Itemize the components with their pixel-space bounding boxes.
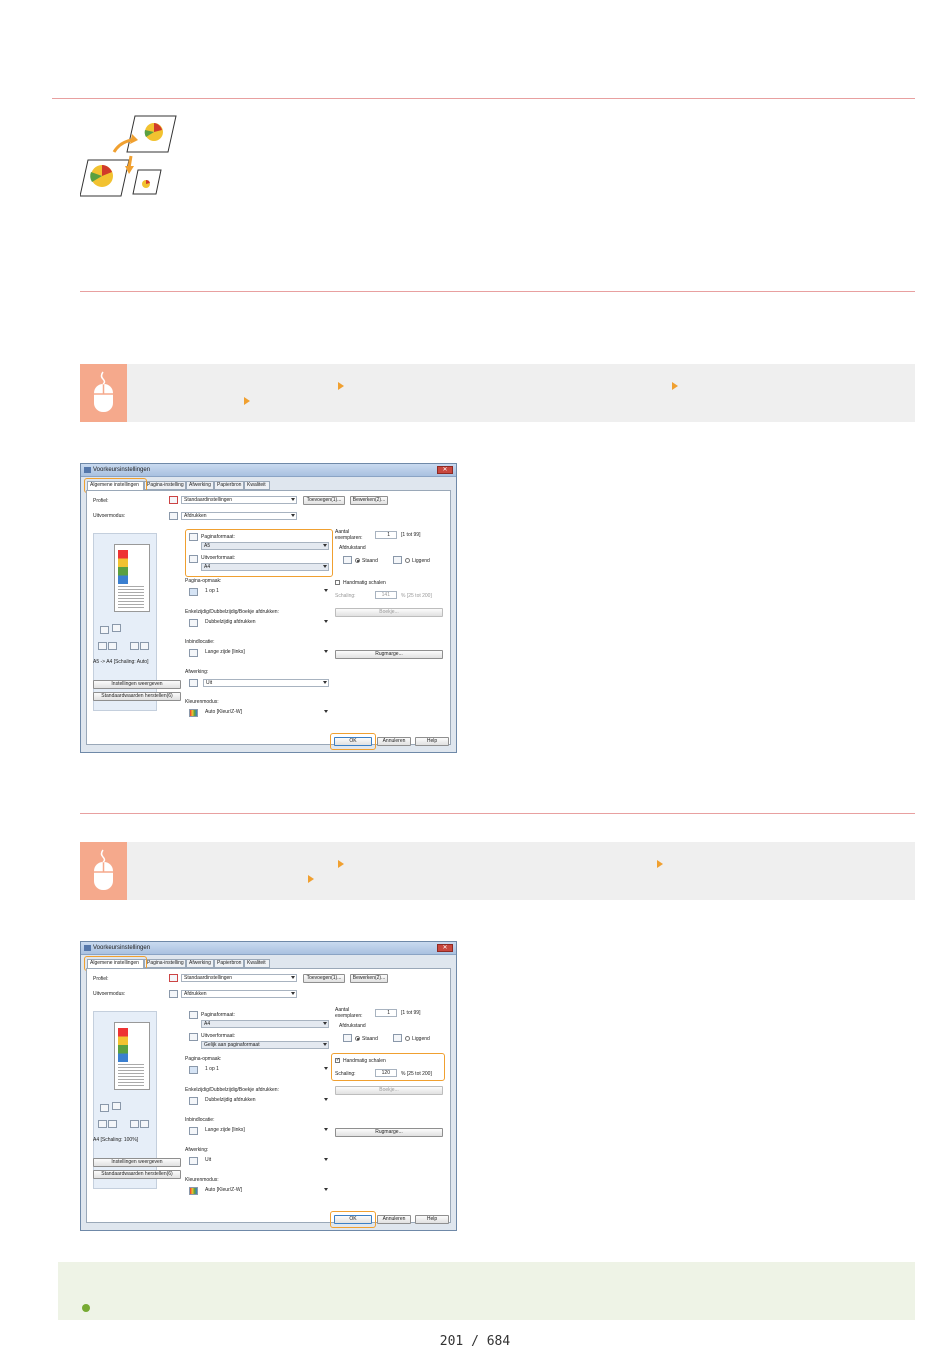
output-mode-select[interactable]: Afdrukken (181, 512, 297, 520)
add-profile-button[interactable]: Toevoegen(1)... (303, 496, 345, 505)
general-settings-panel (86, 490, 451, 745)
printer-preferences-dialog-2 (80, 941, 457, 1231)
duplex-select[interactable]: Dubbelzijdig afdrukken (203, 1097, 329, 1105)
view-settings-button[interactable]: Instellingen weergeven (93, 680, 181, 689)
print-icon (169, 990, 178, 998)
step-arrow-icon (338, 382, 344, 390)
cancel-button[interactable]: Annuleren (377, 737, 411, 746)
page-layout-label: Pagina-opmaak: (185, 578, 222, 584)
copies-spinner[interactable]: 1 (375, 1009, 397, 1017)
duplex-icon (189, 619, 198, 627)
page-size-select[interactable]: A4 (201, 1020, 329, 1028)
scaling-spinner[interactable]: 141 (375, 591, 397, 599)
size-highlight (185, 529, 333, 577)
manual-scaling-checkbox[interactable] (335, 580, 340, 585)
booklet-button[interactable]: Boekje... (335, 608, 443, 617)
finishing-label: Afwerking: (185, 1147, 209, 1153)
scaling-highlight (331, 1053, 445, 1081)
step-arrow-icon (338, 860, 344, 868)
mouse-icon (80, 364, 127, 422)
step-arrow-icon (672, 382, 678, 390)
portrait-icon (343, 556, 352, 564)
binding-icon (189, 649, 198, 657)
general-settings-panel (86, 968, 451, 1223)
portrait-radio[interactable] (355, 1036, 360, 1041)
staple-icon (100, 626, 109, 634)
page-layout-icon (189, 1066, 198, 1074)
profile-icon (169, 974, 178, 982)
tab-page-setup[interactable]: Pagina-instelling (144, 959, 186, 968)
copies-label: Aantal exemplaren: (335, 529, 363, 541)
tab-paper-source[interactable]: Papierbron (214, 481, 244, 490)
preview-image (118, 550, 128, 584)
profile-label: Profiel: (93, 976, 109, 982)
finishing-select[interactable]: Uit (203, 679, 329, 687)
printer-icon (84, 467, 91, 473)
preview-text-lines (118, 1064, 144, 1086)
page-size-icon (189, 1011, 198, 1019)
note-box (58, 1262, 915, 1320)
output-size-select[interactable]: A4 (201, 563, 329, 571)
binding-label: Inbindlocatie: (185, 1117, 215, 1123)
landscape-label: Liggend (412, 558, 430, 564)
output-mode-label: Uitvoermodus: (93, 513, 126, 519)
copies-range: [1 tot 99] (401, 532, 421, 538)
gutter-button[interactable]: Rugmarge... (335, 1128, 443, 1137)
copies-label: Aantal exemplaren: (335, 1007, 363, 1019)
printer-preferences-dialog-1 (80, 463, 457, 753)
page-layout-label: Pagina-opmaak: (185, 1056, 222, 1062)
cancel-button[interactable]: Annuleren (377, 1215, 411, 1224)
page-size-label: Paginaformaat: (201, 1012, 235, 1018)
output-size-icon (189, 1033, 198, 1041)
color-mode-select[interactable]: Auto [Kleur/Z-W] (203, 709, 329, 717)
dialog-title: Voorkeursinstellingen (93, 945, 151, 951)
landscape-label: Liggend (412, 1036, 430, 1042)
tab-page-setup[interactable]: Pagina-instelling (144, 481, 186, 490)
view-settings-button[interactable]: Instellingen weergeven (93, 1158, 181, 1167)
tab-finishing[interactable]: Afwerking (186, 959, 214, 968)
edit-profile-button[interactable]: Bewerken(2)... (350, 496, 388, 505)
layout-icon-1[interactable] (98, 642, 107, 650)
page-number: 201 / 684 (439, 1334, 511, 1349)
layout-icon-3[interactable] (130, 1120, 139, 1128)
tab-quality[interactable]: Kwaliteit (244, 481, 270, 490)
title-bar (81, 942, 456, 955)
manual-scaling-checkbox[interactable]: ✓ (336, 1057, 341, 1063)
landscape-icon (393, 556, 402, 564)
duplex-icon (189, 1097, 198, 1105)
color-mode-label: Kleurenmodus: (185, 699, 219, 705)
output-size-label: Uitvoerformaat: (201, 1033, 236, 1039)
close-button[interactable]: ✕ (437, 944, 453, 952)
enlarge-reduce-pages-icon (80, 112, 180, 208)
landscape-radio[interactable] (405, 1036, 410, 1041)
output-size-label: Uitvoerformaat: (201, 555, 236, 561)
profile-label: Profiel: (93, 498, 109, 504)
header-divider (52, 98, 915, 99)
instruction-bar-2 (80, 842, 915, 900)
gutter-button[interactable]: Rugmarge... (335, 650, 443, 659)
help-button[interactable]: Help (415, 1215, 449, 1224)
scaling-range: % [25 tot 200] (401, 1071, 432, 1077)
title-bar (81, 464, 456, 477)
scaling-label: Schaling: (335, 593, 356, 599)
tab-paper-source[interactable]: Papierbron (214, 959, 244, 968)
color-mode-label: Kleurenmodus: (185, 1177, 219, 1183)
layout-icon-2[interactable] (108, 1120, 117, 1128)
scaling-range: % [25 tot 200] (401, 593, 432, 599)
finishing-select[interactable]: Uit (203, 1157, 329, 1165)
finishing-label: Afwerking: (185, 669, 209, 675)
dialog-title: Voorkeursinstellingen (93, 467, 151, 473)
restore-defaults-button[interactable]: Standaardwaarden herstellen(6) (93, 692, 181, 701)
manual-scaling-label: Handmatig schalen (343, 580, 386, 586)
staple-icon (100, 1104, 109, 1112)
printer-icon (84, 945, 91, 951)
portrait-radio[interactable] (355, 558, 360, 563)
tab-quality[interactable]: Kwaliteit (244, 959, 270, 968)
manual-scaling-label: Handmatig schalen (343, 1058, 386, 1064)
tab-general[interactable]: Algemene instellingen (87, 481, 144, 491)
tab-general[interactable]: Algemene instellingen (87, 959, 144, 969)
portrait-label: Staand (362, 558, 378, 564)
output-mode-label: Uitvoermodus: (93, 991, 126, 997)
section-divider-2 (80, 813, 915, 814)
preview-text-lines (118, 586, 144, 608)
layout-icon-4[interactable] (140, 1120, 149, 1128)
color-mode-icon (189, 1187, 198, 1195)
section-divider-1 (80, 291, 915, 292)
landscape-icon (393, 1034, 402, 1042)
output-mode-select[interactable]: Afdrukken (181, 990, 297, 998)
profile-select[interactable]: Standaardinstellingen (181, 496, 297, 504)
profile-icon (169, 496, 178, 504)
profile-select[interactable]: Standaardinstellingen (181, 974, 297, 982)
orientation-label: Afdrukstand (339, 1023, 366, 1029)
duplex-label: Enkelzijdig/Dubbelzijdig/Boekje afdrukken: (185, 609, 279, 615)
layout-icon-2[interactable] (108, 642, 117, 650)
color-mode-select[interactable]: Auto [Kleur/Z-W] (203, 1187, 329, 1195)
tab-finishing[interactable]: Afwerking (186, 481, 214, 490)
page-size-label: Paginaformaat: (201, 534, 235, 540)
preview-caption: A5 -> A4 [Schaling: Auto] (93, 659, 149, 665)
ok-highlight (330, 733, 376, 750)
restore-defaults-button[interactable]: Standaardwaarden herstellen(6) (93, 1170, 181, 1179)
portrait-icon (343, 1034, 352, 1042)
layout-icon-3[interactable] (130, 642, 139, 650)
color-mode-icon (189, 709, 198, 717)
binding-select[interactable]: Lange zijde [links] (203, 1127, 329, 1135)
duplex-select[interactable]: Dubbelzijdig afdrukken (203, 619, 329, 627)
finishing-icon (189, 679, 198, 687)
step-arrow-icon (657, 860, 663, 868)
help-button[interactable]: Help (415, 737, 449, 746)
instruction-bar-1 (80, 364, 915, 422)
ok-highlight (330, 1211, 376, 1228)
stack-icon (112, 624, 121, 632)
ok-button[interactable]: OK (334, 1215, 372, 1224)
scaling-spinner[interactable]: 120 (375, 1069, 397, 1077)
page-layout-select[interactable]: 1 op 1 (203, 1066, 329, 1074)
page-layout-select[interactable]: 1 op 1 (203, 588, 329, 596)
print-icon (169, 512, 178, 520)
add-profile-button[interactable]: Toevoegen(1)... (303, 974, 345, 983)
step-arrow-icon (308, 875, 314, 883)
page-layout-icon (189, 588, 198, 596)
mouse-icon (80, 842, 127, 900)
orientation-label: Afdrukstand (339, 545, 366, 551)
stack-icon (112, 1102, 121, 1110)
layout-icon-4[interactable] (140, 642, 149, 650)
scaling-label: Schaling: (335, 1071, 356, 1077)
binding-label: Inbindlocatie: (185, 639, 215, 645)
binding-select[interactable]: Lange zijde [links] (203, 649, 329, 657)
close-button[interactable]: ✕ (437, 466, 453, 474)
page-size-select[interactable]: A5 (201, 542, 329, 550)
bullet-icon (82, 1304, 90, 1312)
edit-profile-button[interactable]: Bewerken(2)... (350, 974, 388, 983)
copies-range: [1 tot 99] (401, 1010, 421, 1016)
binding-icon (189, 1127, 198, 1135)
ok-button[interactable]: OK (334, 737, 372, 746)
portrait-label: Staand (362, 1036, 378, 1042)
output-size-select[interactable]: Gelijk aan paginaformaat (201, 1041, 329, 1049)
duplex-label: Enkelzijdig/Dubbelzijdig/Boekje afdrukken: (185, 1087, 279, 1093)
landscape-radio[interactable] (405, 558, 410, 563)
preview-image (118, 1028, 128, 1062)
copies-spinner[interactable]: 1 (375, 531, 397, 539)
finishing-icon (189, 1157, 198, 1165)
step-arrow-icon (244, 397, 250, 405)
booklet-button[interactable]: Boekje... (335, 1086, 443, 1095)
preview-caption: A4 [Schaling: 100%] (93, 1137, 139, 1143)
layout-icon-1[interactable] (98, 1120, 107, 1128)
